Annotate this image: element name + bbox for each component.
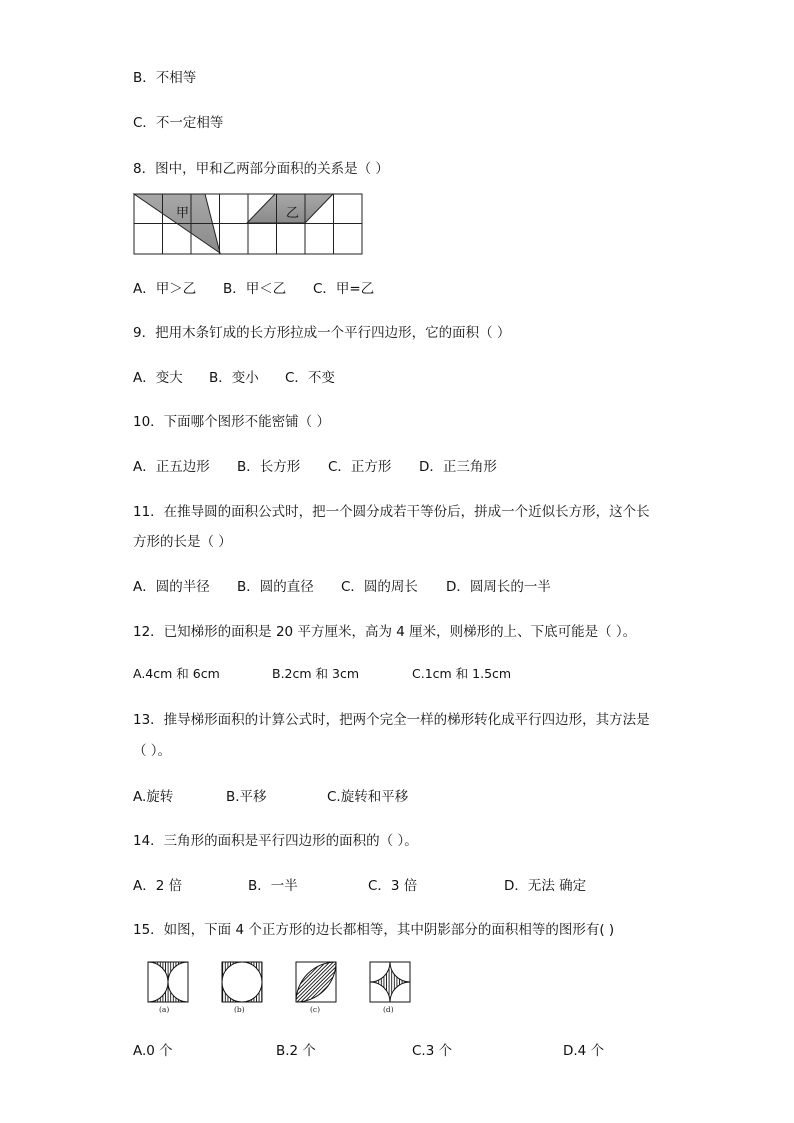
q15-option-a: A.0 个 xyxy=(133,1043,173,1059)
q11-option-c: C．圆的周长 xyxy=(341,579,418,595)
q8-option-b: B．甲＜乙 xyxy=(223,281,287,297)
q9-option-b: B．变小 xyxy=(209,370,259,386)
q8-label-jia: 甲 xyxy=(176,206,190,221)
q15-option-c: C.3 个 xyxy=(412,1043,453,1059)
q7-option-c: C．不一定相等 xyxy=(133,115,224,131)
q15-option-d: D.4 个 xyxy=(563,1043,605,1059)
q15-stem: 15．如图，下面 4 个正方形的边长都相等，其中阴影部分的面积相等的图形有( ) xyxy=(133,922,615,938)
q15-figure-a xyxy=(148,962,188,1002)
q15-label-a: (a) xyxy=(159,1005,170,1014)
q14-option-b: B．一半 xyxy=(248,878,298,894)
q15-label-b: (b) xyxy=(234,1005,245,1014)
q11-stem-line2: 方形的长是（ ） xyxy=(133,534,232,550)
q11-option-d: D．圆周长的一半 xyxy=(446,579,551,595)
q13-stem-line2: （ ）。 xyxy=(133,743,172,759)
q8-grid-figure xyxy=(133,193,363,255)
q15-figure-c xyxy=(296,962,336,1002)
q15-option-b: B.2 个 xyxy=(276,1043,316,1059)
q8-stem: 8．图中，甲和乙两部分面积的关系是（ ） xyxy=(133,161,389,177)
q13-stem-line1: 13．推导梯形面积的计算公式时，把两个完全一样的梯形转化成平行四边形，其方法是 xyxy=(133,712,650,728)
q13-option-a: A.旋转 xyxy=(133,789,174,805)
q12-option-a: A.4cm 和 6cm xyxy=(133,666,220,681)
q14-option-d: D．无法 确定 xyxy=(504,878,587,894)
q8-option-c: C．甲=乙 xyxy=(313,281,375,297)
q10-option-c: C．正方形 xyxy=(328,459,392,475)
q9-option-a: A．变大 xyxy=(133,370,183,386)
q10-option-b: B．长方形 xyxy=(237,459,301,475)
q9-option-c: C．不变 xyxy=(285,370,335,386)
q14-stem: 14．三角形的面积是平行四边形的面积的（ ）。 xyxy=(133,833,418,849)
q13-option-b: B.平移 xyxy=(226,789,267,805)
q15-label-c: (c) xyxy=(310,1005,321,1014)
q12-stem: 12．已知梯形的面积是 20 平方厘米，高为 4 厘米，则梯形的上、下底可能是（ ）。 xyxy=(133,624,637,640)
q9-stem: 9．把用木条钉成的长方形拉成一个平行四边形，它的面积（ ） xyxy=(133,325,511,341)
q10-stem: 10．下面哪个图形不能密铺（ ） xyxy=(133,414,330,430)
q10-option-a: A．正五边形 xyxy=(133,459,210,475)
q15-figure-b xyxy=(222,962,262,1002)
q14-option-c: C．3 倍 xyxy=(368,878,418,894)
q7-option-b: B．不相等 xyxy=(133,70,197,86)
q15-figure-d xyxy=(370,962,410,1002)
q13-option-c: C.旋转和平移 xyxy=(327,789,409,805)
q11-stem-line1: 11．在推导圆的面积公式时，把一个圆分成若干等份后，拼成一个近似长方形，这个长 xyxy=(133,504,650,520)
q8-option-a: A．甲＞乙 xyxy=(133,281,197,297)
q14-option-a: A．2 倍 xyxy=(133,878,183,894)
q12-option-b: B.2cm 和 3cm xyxy=(272,666,359,681)
q12-option-c: C.1cm 和 1.5cm xyxy=(412,666,512,681)
q15-figures xyxy=(146,960,416,1006)
q11-option-b: B．圆的直径 xyxy=(237,579,314,595)
q8-label-yi: 乙 xyxy=(286,206,300,221)
q15-label-d: (d) xyxy=(383,1005,394,1014)
q10-option-d: D．正三角形 xyxy=(419,459,497,475)
q11-option-a: A．圆的半径 xyxy=(133,579,210,595)
